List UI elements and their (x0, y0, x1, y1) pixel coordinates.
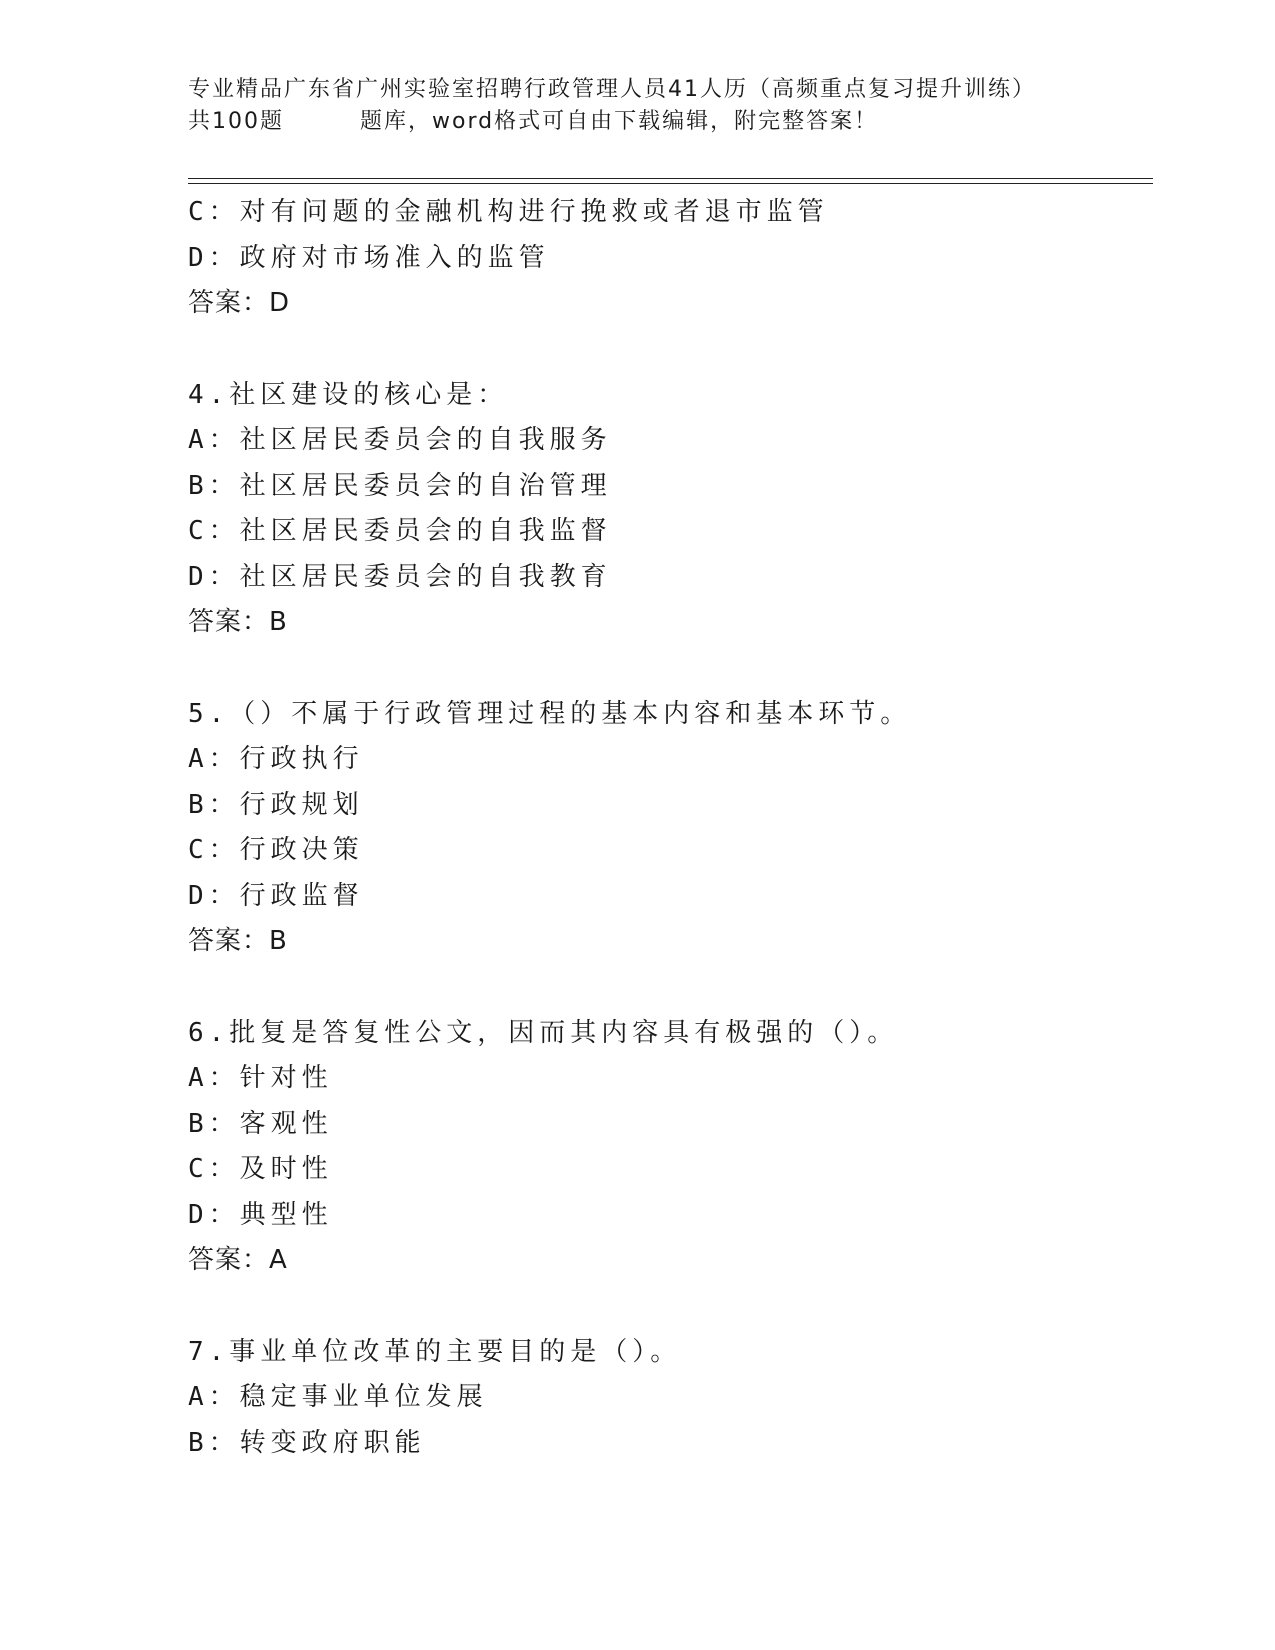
answer-line: 答案：D (188, 288, 291, 318)
question-block-7 (188, 1330, 1153, 1467)
option-d: D：行政监督 (188, 880, 364, 911)
header-gap (284, 106, 360, 138)
question-list (188, 190, 1153, 1466)
answer-line: 答案：B (188, 607, 288, 637)
question-stem: 4.社区建设的核心是： (188, 379, 509, 410)
option-c: C：行政决策 (188, 835, 364, 865)
option-d: D：典型性 (188, 1199, 333, 1230)
question-block-6 (188, 1011, 1153, 1284)
option-c: C：对有问题的金融机构进行挽救或者退市监管 (188, 197, 829, 227)
block-spacer (188, 965, 1153, 1011)
question-block-4 (188, 373, 1153, 646)
option-d: D：社区居民委员会的自我教育 (188, 561, 612, 592)
option-a: A：稳定事业单位发展 (188, 1382, 488, 1412)
option-a: A：行政执行 (188, 744, 364, 774)
question-block-3 (188, 190, 1153, 327)
option-c: C：及时性 (188, 1154, 333, 1184)
header-title: 专业精品广东省广州实验室招聘行政管理人员41人历（高频重点复习提升训练） (188, 77, 1036, 102)
header-description: 题库，word格式可自由下载编辑，附完整答案！ (360, 109, 879, 134)
answer-line: 答案：B (188, 926, 288, 956)
option-c: C：社区居民委员会的自我监督 (188, 516, 612, 546)
answer-line: 答案：A (188, 1245, 288, 1275)
option-d: D：政府对市场准入的监管 (188, 242, 550, 273)
question-block-5 (188, 692, 1153, 965)
header-count: 共100题 (188, 109, 284, 134)
option-b: B：行政规划 (188, 789, 364, 820)
block-spacer (188, 1284, 1153, 1330)
question-stem: 5.（）不属于行政管理过程的基本内容和基本环节。 (188, 698, 912, 729)
option-b: B：转变政府职能 (188, 1427, 426, 1458)
header-rule-top (188, 178, 1153, 179)
block-spacer (188, 327, 1153, 373)
option-b: B：客观性 (188, 1108, 333, 1139)
option-b: B：社区居民委员会的自治管理 (188, 470, 612, 501)
option-a: A：针对性 (188, 1063, 333, 1093)
question-stem: 7.事业单位改革的主要目的是（）。 (188, 1336, 682, 1367)
document-header (188, 74, 1088, 138)
option-a: A：社区居民委员会的自我服务 (188, 425, 612, 455)
header-subtitle (188, 106, 1088, 138)
block-spacer (188, 646, 1153, 692)
header-rule-bottom (188, 183, 1153, 184)
question-stem: 6.批复是答复性公文，因而其内容具有极强的（）。 (188, 1017, 899, 1048)
